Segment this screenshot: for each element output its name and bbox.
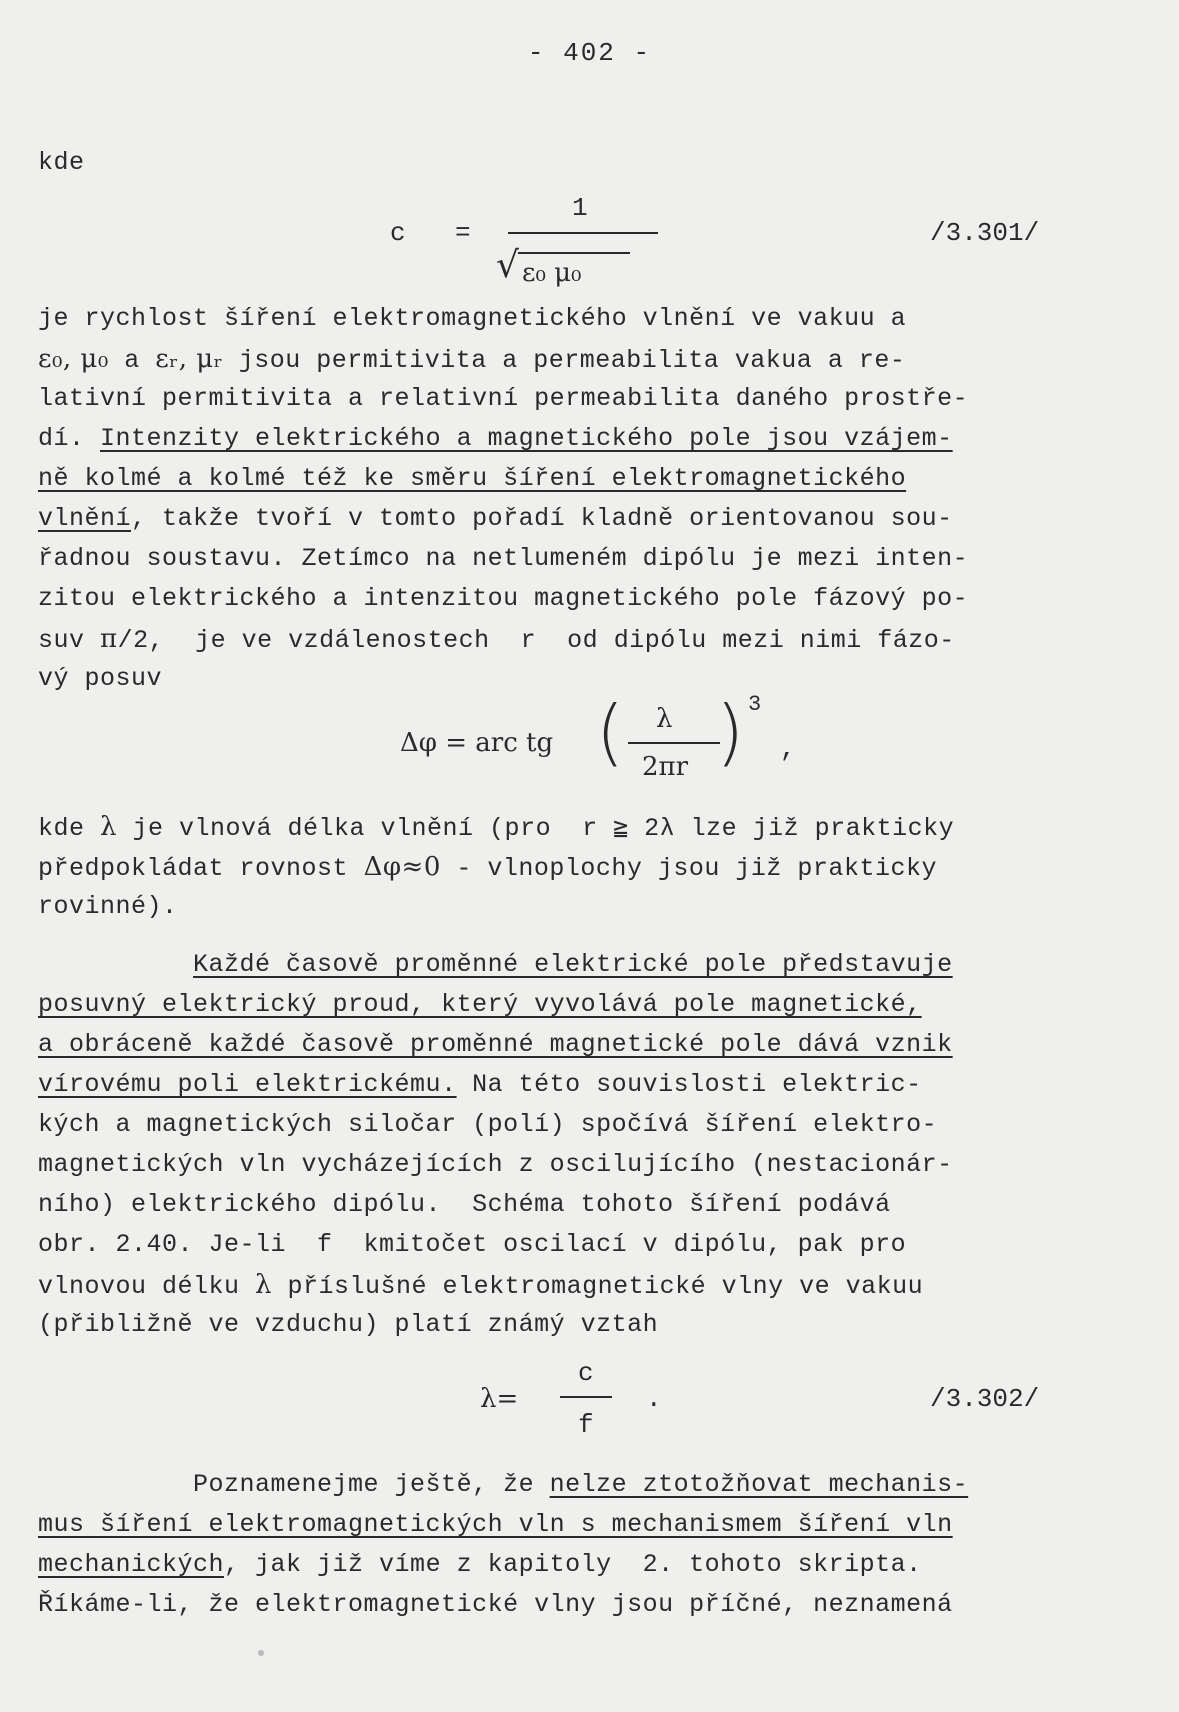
eq1-fraction-bar [508, 232, 658, 234]
text-line: posuvný elektrický proud, který vyvolává pole magnetické, [38, 990, 922, 1019]
speck-mark [258, 1650, 264, 1656]
text-line: řadnou soustavu. Zetímco na netlumeném dipólu je mezi inten- [38, 544, 969, 573]
text-line: (přibližně ve vzduchu) platí známý vztah [38, 1310, 659, 1339]
eq1-lhs: c [390, 218, 406, 248]
text-line: zitou elektrického a intenzitou magnetického pole fázový po- [38, 584, 969, 613]
eq3-fraction-bar [560, 1396, 612, 1398]
eq2-fraction-bar [628, 742, 720, 744]
text-line: kých a magnetických siločar (polí) spočívá šíření elektro- [38, 1110, 938, 1139]
text-line: vý posuv [38, 664, 163, 693]
eq1-numerator: 1 [572, 193, 588, 223]
text-line: suv π/2, je ve vzdálenostech r od dipólu mezi nimi fázo- [38, 624, 955, 655]
eq3-denominator: f [578, 1410, 594, 1440]
text-line: Poznamenejme ještě, že nelze ztotožňovat mechanis- [38, 1470, 969, 1499]
text-line: vlnění, takže tvoří v tomto pořadí kladně orientovanou sou- [38, 504, 953, 533]
text-line: Říkáme-li, že elektromagnetické vlny jsou příčné, neznamená [38, 1590, 953, 1619]
eq1-equals: = [455, 218, 471, 248]
sqrt-icon: √ [496, 245, 519, 286]
text-line: obr. 2.40. Je-li f kmitočet oscilací v dipólu, pak pro [38, 1230, 907, 1259]
text-line: mus šíření elektromagnetických vln s mechanismem šíření vln [38, 1510, 953, 1539]
text-line: ně kolmé a kolmé též ke směru šíření elektromagnetického [38, 464, 907, 493]
eq3-dot: . [646, 1384, 662, 1414]
text-line: vírovému poli elektrickému. Na této souvislosti elektric- [38, 1070, 922, 1099]
eq1-denominator: ε₀ μ₀ [522, 258, 582, 288]
text-line: kde λ je vlnová délka vlnění (pro r ≧ 2λ lze již prakticky [38, 812, 955, 843]
text-line: Každé časově proměnné elektrické pole představuje [193, 950, 953, 979]
text-line: je rychlost šíření elektromagnetického vlnění ve vakuu a [38, 304, 907, 333]
text-line: kde [38, 148, 85, 177]
eq2-numerator: λ [656, 704, 673, 734]
eq3-numerator: c [578, 1358, 594, 1388]
eq2-lhs: Δφ = arc tg [400, 728, 554, 758]
eq2-denominator: 2πr [642, 752, 689, 782]
eq2-comma: , [780, 734, 796, 764]
eq2-right-paren: ) [716, 690, 745, 774]
text-line: magnetických vln vycházejících z oscilujícího (nestacionár- [38, 1150, 953, 1179]
page-number: - 402 - [527, 38, 652, 68]
eq2-left-paren: ( [596, 690, 625, 774]
text-line: dí. Intenzity elektrického a magnetického pole jsou vzájem- [38, 424, 953, 453]
text-line: lativní permitivita a relativní permeabilita daného prostře- [38, 384, 969, 413]
eq2-exponent: 3 [748, 692, 762, 717]
text-line: ε₀, μ₀ a εᵣ, μᵣ jsou permitivita a permeabilita vakua a re- [38, 344, 906, 375]
text-line: ního) elektrického dipólu. Schéma tohoto šíření podává [38, 1190, 891, 1219]
eq3-number: /3.302/ [930, 1384, 1040, 1414]
eq3-lhs: λ= [480, 1384, 519, 1414]
eq1-number: /3.301/ [930, 218, 1040, 248]
text-line: rovinné). [38, 892, 178, 921]
text-line: mechanických, jak již víme z kapitoly 2. tohoto skripta. [38, 1550, 922, 1579]
text-line: vlnovou délku λ příslušné elektromagnetické vlny ve vakuu [38, 1270, 924, 1301]
text-line: předpokládat rovnost Δφ≈0 - vlnoplochy jsou již prakticky [38, 852, 937, 883]
eq1-sqrt-bar [518, 252, 630, 254]
text-line: a obráceně každé časově proměnné magnetické pole dává vznik [38, 1030, 953, 1059]
